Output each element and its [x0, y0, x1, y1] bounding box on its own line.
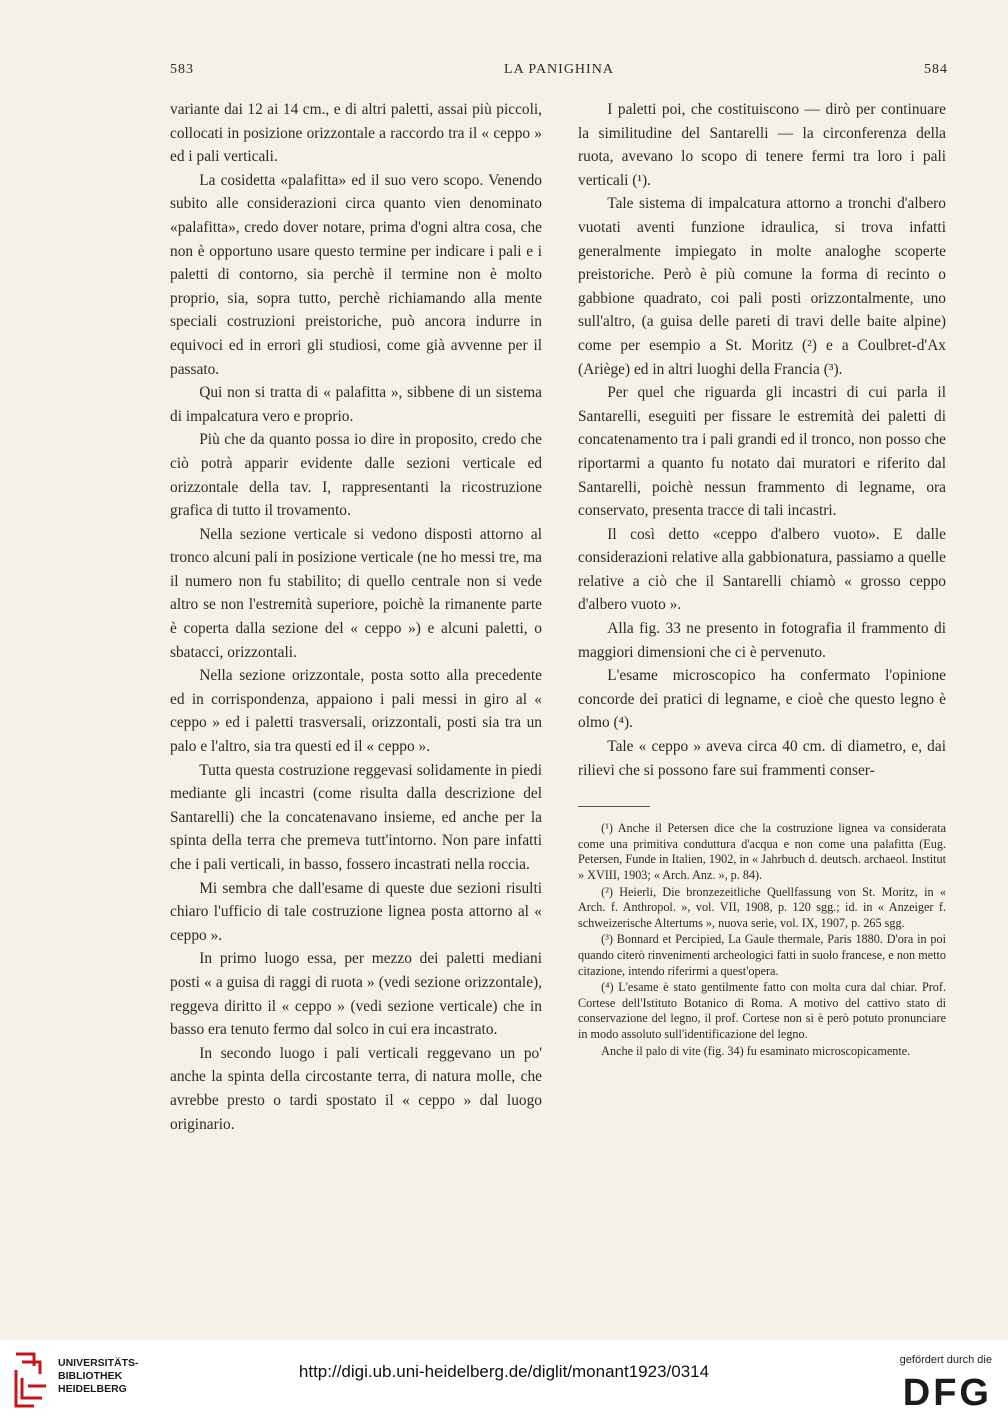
running-title: LA PANIGHINA	[504, 62, 614, 77]
section-paragraph: La cosidetta «palafitta» ed il suo vero scopo. Venendo subito alle considerazioni circa quanto vien denominato «palafitta», credo dover notare, prima d'ogni altra cosa, che non è opportuno usare questo termine per indicare i pali e i paletti di contorno, sia perchè il termine non è molto proprio, sia, sopra tutto, perchè richiamando alla mente speciali costruzioni preistoriche, può ancora indurre in equivoci ed in errori gli studiosi, come già avvenne per il passato.	[170, 171, 542, 378]
footnotes	[578, 821, 946, 1059]
library-line: BIBLIOTHEK	[58, 1370, 123, 1382]
footnote-rule	[578, 806, 650, 807]
page-number-right: 584	[924, 62, 948, 77]
paragraph: Mi sembra che dall'esame di queste due sezioni risulti chiaro l'ufficio di tale costruzione lignea posta attorno al « ceppo ».	[170, 879, 542, 944]
footnote: (¹) Anche il Petersen dice che la costruzione lignea va considerata come una primitiva conduttura d'acqua e non come una palafitta (Eug. Petersen, Funde in Italien, 1902, in « Jahrbuch d. deutsch. archaeol. Institut » XVIII, 1903; « Arch. Anz. », p. 84).	[578, 821, 946, 882]
paragraph: Tale sistema di impalcatura attorno a tronchi d'albero vuotati aventi funzione idraulica, si trova infatti generalmente impiegato in molte analoghe scoperte preistoriche. Però è più comune la forma di recinto o gabbione quadrato, coi pali posti orizzontalmente, uno sull'altro, (a guisa delle pareti di travi delle baite alpine) come per esempio a St. Moritz (²) e a Coulbret-d'Ax (Ariège) ed in altri luoghi della Francia (³).	[578, 195, 946, 378]
paragraph: I paletti poi, che costituiscono — dirò per continuare la similitudine del Santarelli — la circonferenza della ruota, avevano lo scopo di tenere fermi tra loro i pali verticali (¹).	[578, 101, 946, 189]
paragraph: L'esame microscopico ha confermato l'opinione concorde dei pratici di legname, e cioè che questo legno è olmo (⁴).	[578, 667, 946, 732]
paragraph: Qui non si tratta di « palafitta », sibbene di un sistema di impalcatura vero e proprio.	[170, 384, 542, 425]
paragraph: variante dai 12 ai 14 cm., e di altri paletti, assai più piccoli, collocati in posizione orizzontale a raccordo tra il « ceppo » ed i pali verticali.	[170, 101, 542, 166]
paragraph: Alla fig. 33 ne presento in fotografia il frammento di maggiori dimensioni che ci è pervenuto.	[578, 620, 946, 661]
library-line: UNIVERSITÄTS-	[58, 1357, 139, 1369]
viewer-footer	[0, 1340, 1008, 1418]
page-number-left: 583	[170, 62, 194, 77]
section-paragraph: Il così detto «ceppo d'albero vuoto». E dalle considerazioni relative alla gabbionatura, passiamo a quelle relative a ciò che il Santarelli chiamò « grosso ceppo d'albero vuoto ».	[578, 525, 946, 614]
running-header	[170, 62, 948, 84]
paragraph: Nella sezione verticale si vedono disposti attorno al tronco alcuni pali in posizione verticale (ne ho messi tre, ma il numero non fu stabilito; di quello centrale non si vede altro se non l'estremità superiore, poichè la rimanente parte è coperta dalla sezione del « ceppo ») e alcuni paletti, o sbatacci, orizzontali.	[170, 525, 542, 661]
left-column	[170, 98, 542, 1136]
dfg-logo: DFG	[902, 1372, 992, 1414]
footnote: Anche il palo di vite (fig. 34) fu esaminato microscopicamente.	[601, 1043, 911, 1058]
footnote: (⁴) L'esame è stato gentilmente fatto con molta cura dal chiar. Prof. Cortese dell'Istituto Botanico di Roma. A motivo del cattivo stato di conservazione del legno, il prof. Cortese non si è però potuto pronunciare in modo assoluto sull'identificazione del legno.	[578, 980, 946, 1041]
paragraph: Tale « ceppo » aveva circa 40 cm. di diametro, e, dai rilievi che si possono fare sui frammenti conser-	[578, 738, 946, 779]
library-line: HEIDELBERG	[58, 1383, 127, 1395]
permalink-url[interactable]: http://digi.ub.uni-heidelberg.de/diglit/monant1923/0314	[298, 1362, 710, 1381]
sponsor-label: gefördert durch die	[899, 1354, 992, 1366]
paragraph: Più che da quanto possa io dire in proposito, credo che ciò potrà apparir evidente dalle sezioni verticale ed orizzontale della tav. I, rappresentanti la ricostruzione grafica di tutto il trovamento.	[170, 431, 542, 520]
right-column	[578, 98, 946, 1060]
footnote: (³) Bonnard et Percipied, La Gaule thermale, Paris 1880. D'ora in poi quando citerò rinvenimenti archeologici fatti in suolo francese, e non metto citazione, intendo riferirmi a quest'opera.	[578, 932, 946, 978]
paragraph: Per quel che riguarda gli incastri di cui parla il Santarelli, eseguiti per fissare le estremità dei paletti di concatenamento tra i pali grandi ed il tronco, non posso che riportarmi a quanto fu notato dai muratori e riferito dal Santarelli, poichè nessun frammento di legname, ora conservato, presenta tracce di tali incastri.	[578, 384, 946, 520]
paragraph: Nella sezione orizzontale, posta sotto alla precedente ed in corrispondenza, appaiono i pali messi in giro al « ceppo » ed i paletti trasversali, orizzontali, posti sia tra un palo e l'altro, sia tra questi ed il « ceppo ».	[170, 667, 542, 756]
paragraph: In primo luogo essa, per mezzo dei paletti mediani posti « a guisa di raggi di ruota » (vedi sezione orizzontale), reggeva diritto il « ceppo » (vedi sezione verticale) che in basso era tenuto fermo dal solco in cui era incastrato.	[170, 950, 542, 1039]
paragraph: Tutta questa costruzione reggevasi solidamente in piedi mediante gli incastri (come risulta dalla descrizione del Santarelli) che la concatenavano insieme, ed anche per la spinta della terra che premeva tutt'intorno. Non pare infatti che i pali verticali, in basso, fossero incastrati nella roccia.	[170, 761, 542, 873]
paragraph: In secondo luogo i pali verticali reggevano un po' anche la spinta della circostante terra, di natura molle, che avrebbe presto o tardi spostato il « ceppo » dal luogo originario.	[170, 1044, 542, 1133]
footnote: (²) Heierli, Die bronzezeitliche Quellfassung von St. Moritz, in « Arch. f. Anthropol. », vol. VII, 1908, p. 120 sgg.; id. in « Anzeiger f. schweizerische Altertums », nuova serie, vol. IX, 1907, p. 265 sgg.	[578, 884, 946, 930]
